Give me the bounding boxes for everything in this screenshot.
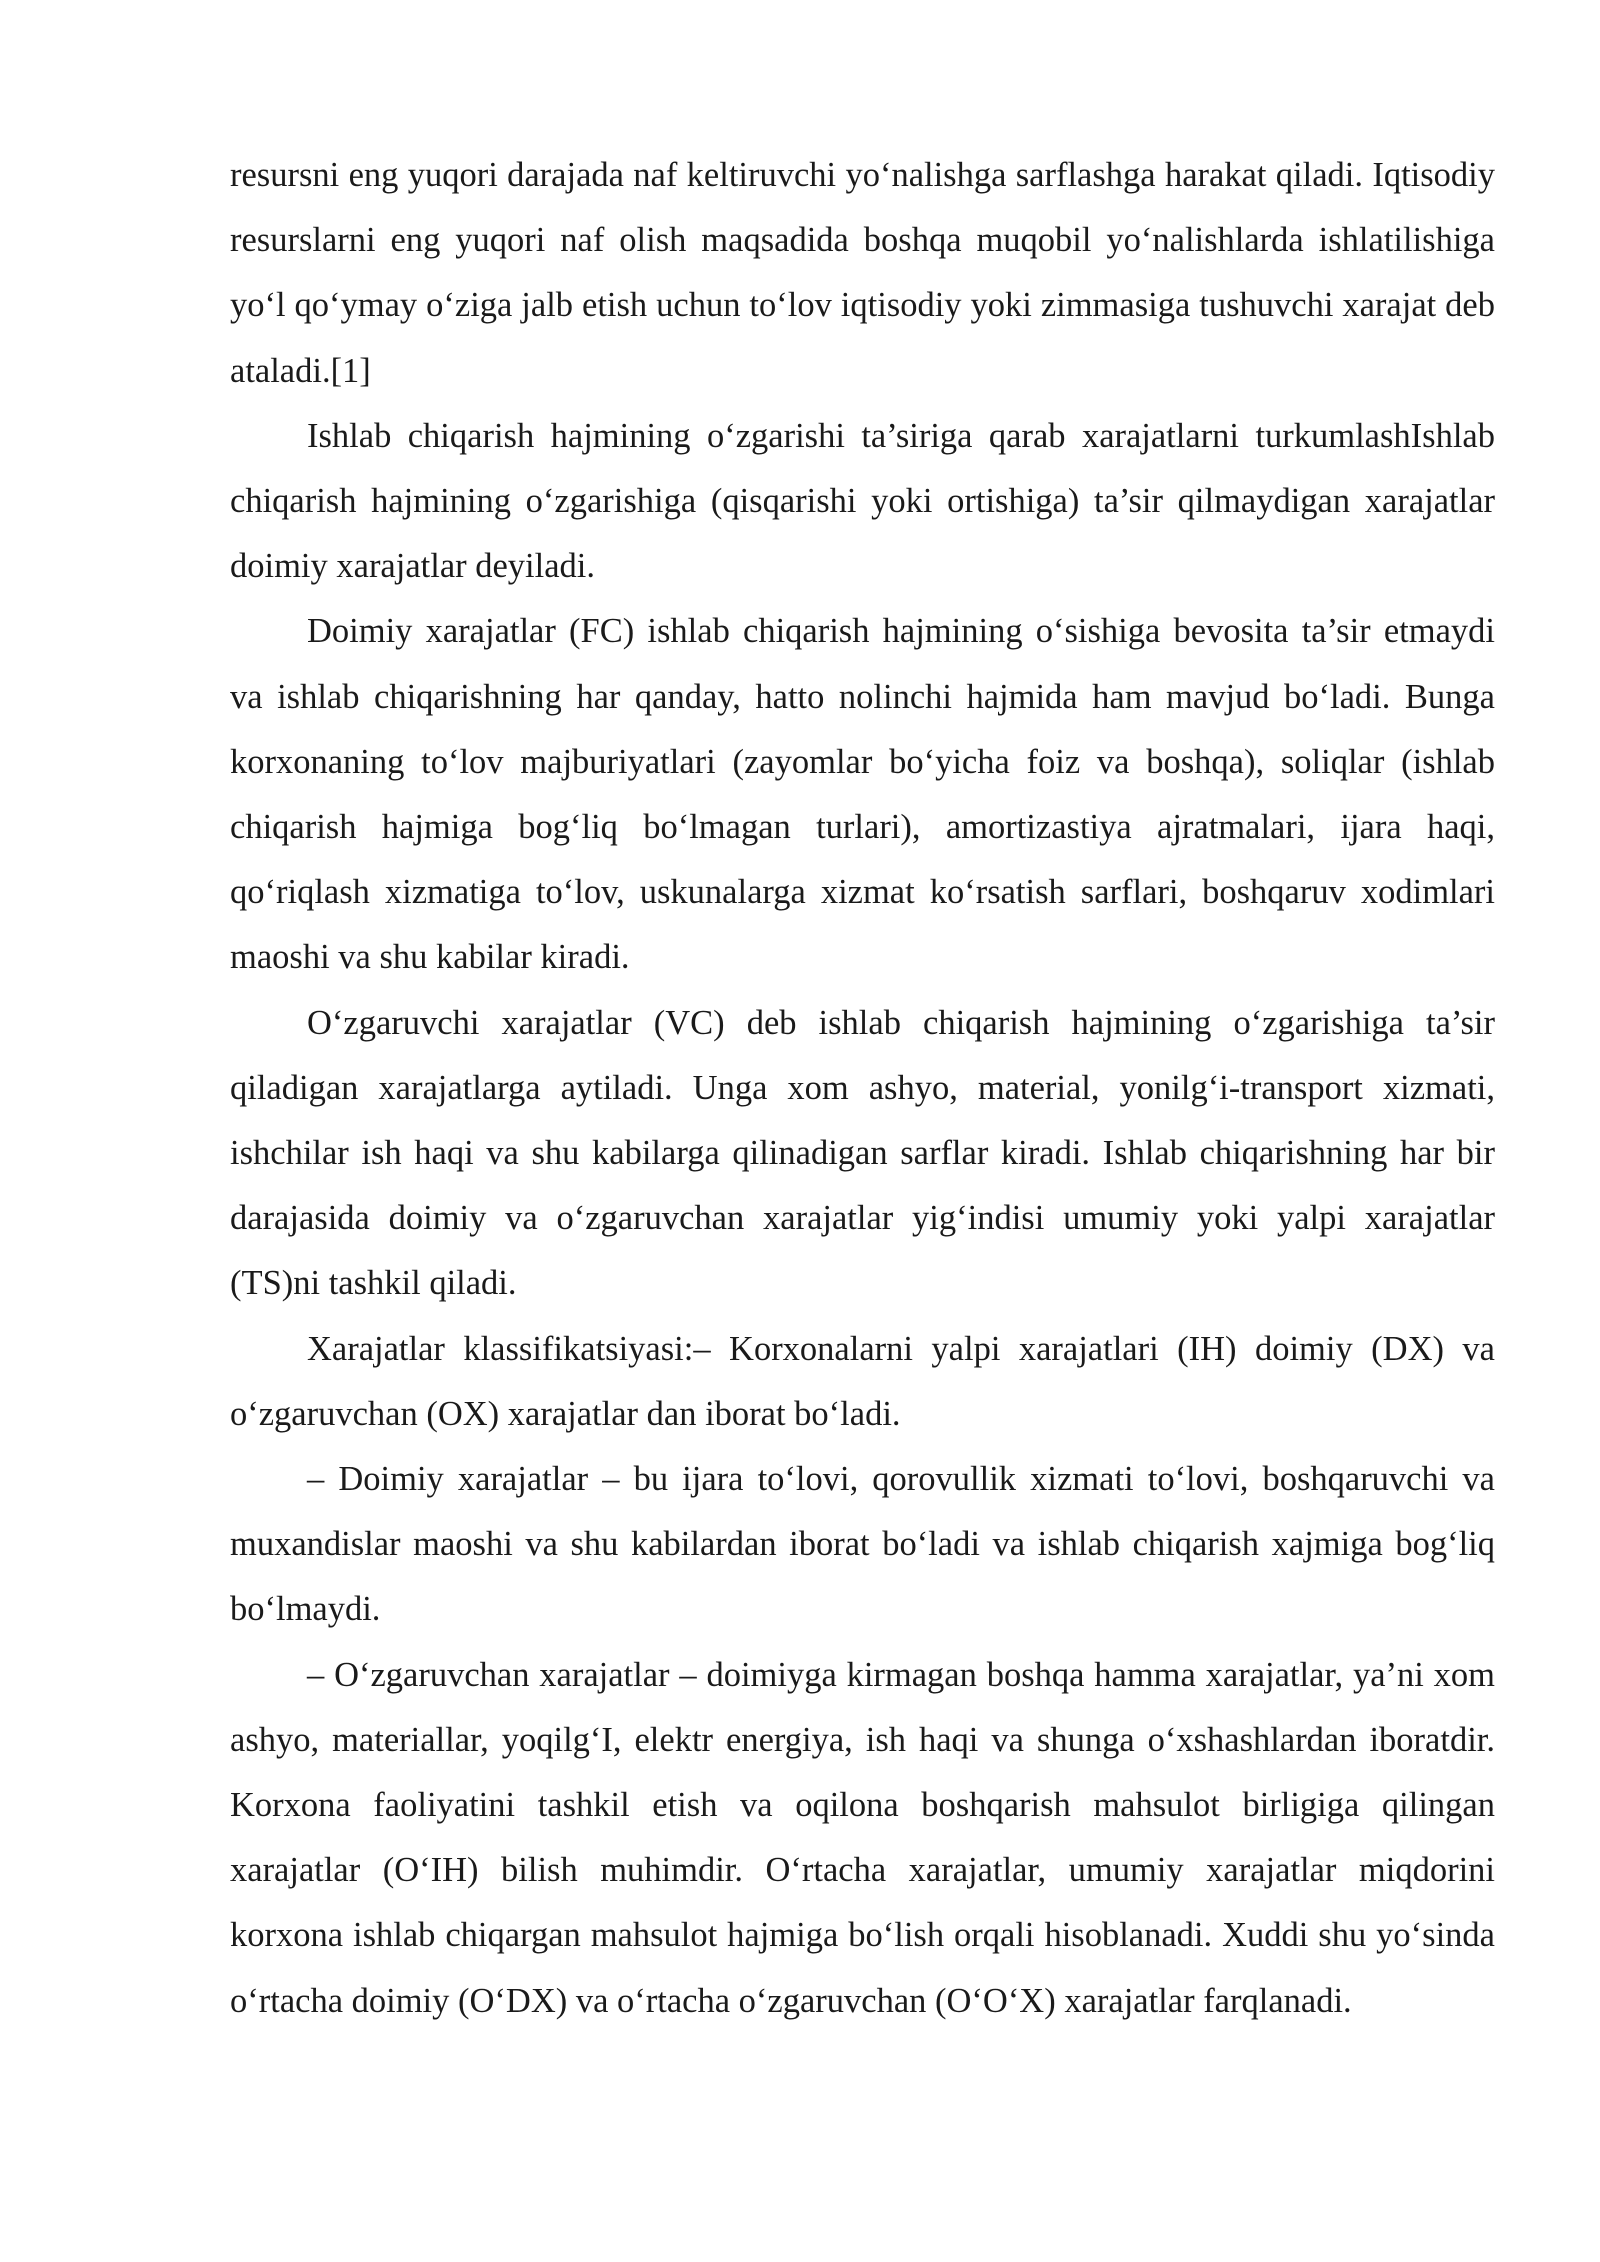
paragraph-fixed-costs: Doimiy xarajatlar (FC) ishlab chiqarish hajmining o‘sishiga bevosita ta’sir etmaydi va ishlab chiqarishning har qanday, hatto nolinchi hajmida ham mavjud bo‘ladi. Bunga korxonaning to‘lov majburiyatlari (zayomlar bo‘yicha foiz va boshqa), soliqlar (ishlab chiqarish hajmiga bog‘liq bo‘lmagan turlari), amortizastiya ajratmalari, ijara haqi, qo‘riqlash xizmatiga to‘lov, uskunalarga xizmat ko‘rsatish sarflari, boshqaruv xodimlari maoshi va shu kabilar kiradi. [230,612,1495,977]
paragraph-classification-heading: Ishlab chiqarish hajmining o‘zgarishi ta’siriga qarab xarajatlarni turkumlashIshlab chiqarish hajmining o‘zgarishiga (qisqarishi yoki ortishiga) ta’sir qilmaydigan xarajatlar doimiy xarajatlar deyiladi. [230,416,1495,586]
paragraph-fixed-costs-list: – Doimiy xarajatlar – bu ijara to‘lovi, qorovullik xizmati to‘lovi, boshqaruvchi va muxandislar maoshi va shu kabilardan iborat bo‘ladi va ishlab chiqarish xajmiga bog‘liq bo‘lmaydi. [230,1460,1495,1629]
paragraph-variable-costs-list: – O‘zgaruvchan xarajatlar – doimiyga kirmagan boshqa hamma xarajatlar, ya’ni xom ashyo, materiallar, yoqilg‘I, elektr energiya, ish haqi va shunga o‘xshashlardan iboratdir. Korxona faoliyatini tashkil etish va oqilona boshqarish mahsulot birligiga qilingan xarajatlar (O‘IH) bilish muhimdir. O‘rtacha xarajatlar, umumiy xarajatlar miqdorini korxona ishlab chiqargan mahsulot hajmiga bo‘lish orqali hisoblanadi. Xuddi shu yo‘sinda o‘rtacha doimiy (O‘DX) va o‘rtacha o‘zgaruvchan (O‘O‘X) xarajatlar farqlanadi. [230,1655,1495,2020]
paragraph-cost-classification: Xarajatlar klassifikatsiyasi:– Korxonalarni yalpi xarajatlari (IH) doimiy (DX) va o‘zgaruvchan (OX) xarajatlar dan iborat bo‘ladi. [230,1329,1495,1433]
document-page [230,143,1495,2034]
paragraph-continuation: resursni eng yuqori darajada naf keltiruvchi yo‘nalishga sarflashga harakat qiladi. Iqtisodiy resurslarni eng yuqori naf olish maqsadida boshqa muqobil yo‘nalishlarda ishlatilishiga yo‘l qo‘ymay o‘ziga jalb etish uchun to‘lov iqtisodiy yoki zimmasiga tushuvchi xarajat deb ataladi.[1] [230,156,1495,390]
paragraph-variable-costs: O‘zgaruvchi xarajatlar (VC) deb ishlab chiqarish hajmining o‘zgarishiga ta’sir qiladigan xarajatlarga aytiladi. Unga xom ashyo, material, yonilg‘i-transport xizmati, ishchilar ish haqi va shu kabilarga qilinadigan sarflar kiradi. Ishlab chiqarishning har bir darajasida doimiy va o‘zgaruvchan xarajatlar yig‘indisi umumiy yoki yalpi xarajatlar (TS)ni tashkil qiladi. [230,1003,1495,1303]
